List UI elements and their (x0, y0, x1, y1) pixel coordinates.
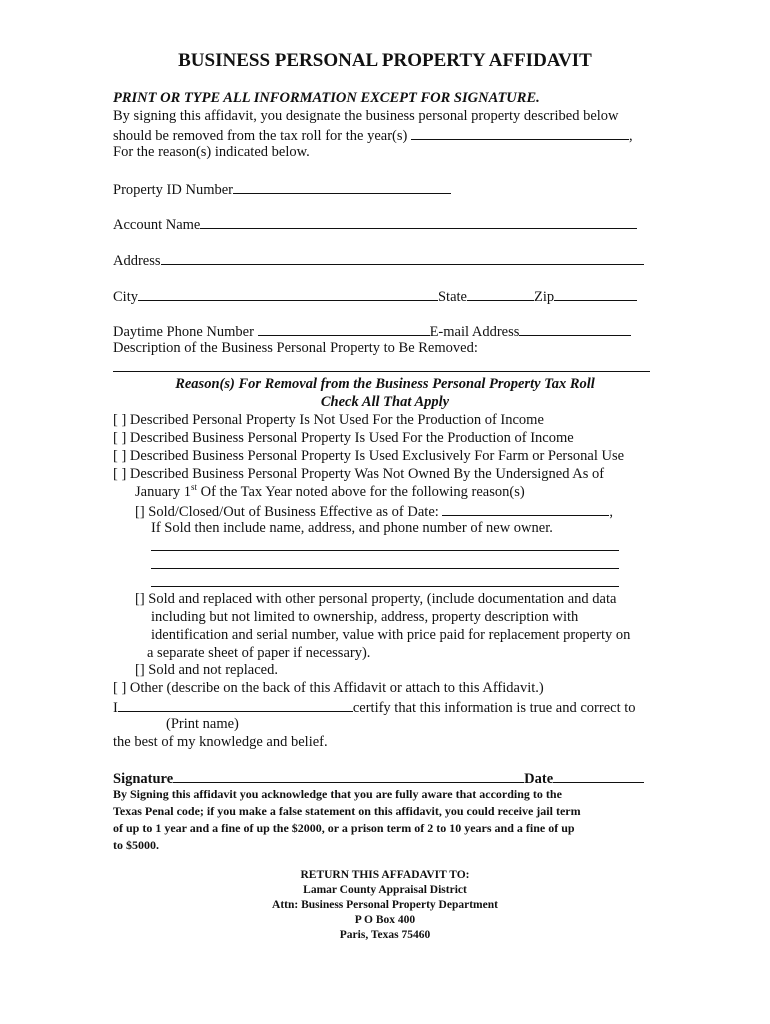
sold-replaced-line-2: including but not limited to ownership, address, property description with (151, 609, 579, 625)
zip-field[interactable] (554, 287, 637, 301)
certify-text: certify that this information is true and correct to (352, 700, 636, 716)
certify-row (113, 698, 636, 717)
signature-field[interactable] (173, 769, 524, 783)
address-field[interactable] (161, 251, 644, 265)
state-label: State (437, 289, 467, 305)
signature-label: Signature (113, 771, 174, 787)
description-label: Description of the Business Personal Property to Be Removed: (113, 340, 478, 356)
instruction: PRINT OR TYPE ALL INFORMATION EXCEPT FOR SIGNATURE. (113, 90, 540, 106)
property-id-label: Property ID Number (113, 182, 234, 198)
form-title: BUSINESS PERSONAL PROPERTY AFFIDAVIT (178, 50, 592, 71)
reasons-subheading: Check All That Apply (320, 394, 450, 410)
city-field[interactable] (138, 287, 438, 301)
print-name-field[interactable] (118, 698, 353, 712)
property-id-row (113, 180, 451, 199)
state-field[interactable] (467, 287, 534, 301)
intro-line-2-text: should be removed from the tax roll for the year(s) (113, 128, 408, 144)
phone-field[interactable] (258, 322, 430, 336)
property-id-field[interactable] (233, 180, 451, 194)
reason-checkbox-1[interactable]: [ ] Described Personal Property Is Not Used For the Production of Income (113, 412, 544, 428)
new-owner-line-2[interactable] (151, 568, 619, 569)
sold-replaced-checkbox[interactable]: [] Sold and replaced with other personal property, (include documentation and data (135, 591, 617, 607)
reason-checkbox-4[interactable]: [ ] Described Business Personal Property Was Not Owned By the Undersigned As of (113, 466, 605, 482)
zip-label: Zip (533, 289, 555, 305)
return-line-2: Attn: Business Personal Property Department (272, 899, 498, 911)
new-owner-line-3[interactable] (151, 586, 619, 587)
account-name-row (113, 215, 637, 234)
intro-line-1: By signing this affidavit, you designate the business personal property described below (113, 108, 619, 124)
reason-4-continued (135, 484, 525, 501)
sold-replaced-line-4: a separate sheet of paper if necessary). (147, 645, 371, 661)
city-row (113, 287, 637, 306)
warning-line-2: Texas Penal code; if you make a false statement on this affidavit, you could receive jail term (113, 804, 581, 818)
if-sold-note: If Sold then include name, address, and phone number of new owner. (151, 520, 553, 536)
warning-line-4: to $5000. (113, 838, 159, 852)
warning-line-3: of up to 1 year and a fine of up the $2000, or a prison term of 2 to 10 years and a fine of up (113, 821, 575, 835)
return-line-1: Lamar County Appraisal District (303, 884, 467, 896)
other-checkbox[interactable]: [ ] Other (describe on the back of this Affidavit or attach to this Affidavit.) (113, 680, 544, 696)
new-owner-line-1[interactable] (151, 550, 619, 551)
january-text: January 1 (135, 484, 191, 500)
intro-line-3: For the reason(s) indicated below. (113, 144, 310, 160)
return-heading: RETURN THIS AFFADAVIT TO: (300, 869, 470, 881)
date-label: Date (524, 771, 554, 787)
account-name-label: Account Name (113, 217, 201, 233)
sold-not-replaced-checkbox[interactable]: [] Sold and not replaced. (135, 662, 278, 678)
date-field[interactable] (553, 769, 644, 783)
email-field[interactable] (519, 322, 631, 336)
reason-checkbox-3[interactable]: [ ] Described Business Personal Property Is Used Exclusively For Farm or Personal Use (113, 448, 625, 464)
return-line-4: Paris, Texas 75460 (339, 929, 431, 941)
certify-prefix: I (113, 700, 118, 716)
phone-label: Daytime Phone Number (113, 324, 258, 340)
reasons-heading: Reason(s) For Removal from the Business Personal Property Tax Roll (175, 376, 595, 392)
email-label: E-mail Address (429, 324, 520, 340)
description-field[interactable] (113, 371, 650, 372)
ordinal-suffix: st (190, 482, 197, 493)
intro-line-2 (113, 126, 633, 145)
account-name-field[interactable] (200, 215, 637, 229)
effective-date-field[interactable] (442, 502, 609, 516)
sold-closed-checkbox[interactable]: [] Sold/Closed/Out of Business Effective as of Date: (135, 504, 443, 520)
print-name-label: (Print name) (166, 716, 239, 732)
belief-text: the best of my knowledge and belief. (113, 734, 328, 750)
comma: , (609, 504, 614, 520)
tax-year-field[interactable] (411, 126, 629, 140)
sold-replaced-line-3: identification and serial number, value with price paid for replacement property on (151, 627, 631, 643)
return-line-3: P O Box 400 (354, 914, 416, 926)
signature-row (113, 769, 644, 788)
reason-checkbox-2[interactable]: [ ] Described Business Personal Property Is Used For the Production of Income (113, 430, 574, 446)
phone-row (113, 322, 631, 341)
comma: , (628, 128, 633, 144)
address-row (113, 251, 644, 270)
city-label: City (113, 289, 138, 305)
sold-closed-row (135, 502, 613, 521)
warning-line-1: By Signing this affidavit you acknowledge that you are fully aware that according to the (113, 787, 562, 801)
address-label: Address (113, 253, 161, 269)
tax-year-text: Of the Tax Year noted above for the following reason(s) (196, 484, 525, 500)
